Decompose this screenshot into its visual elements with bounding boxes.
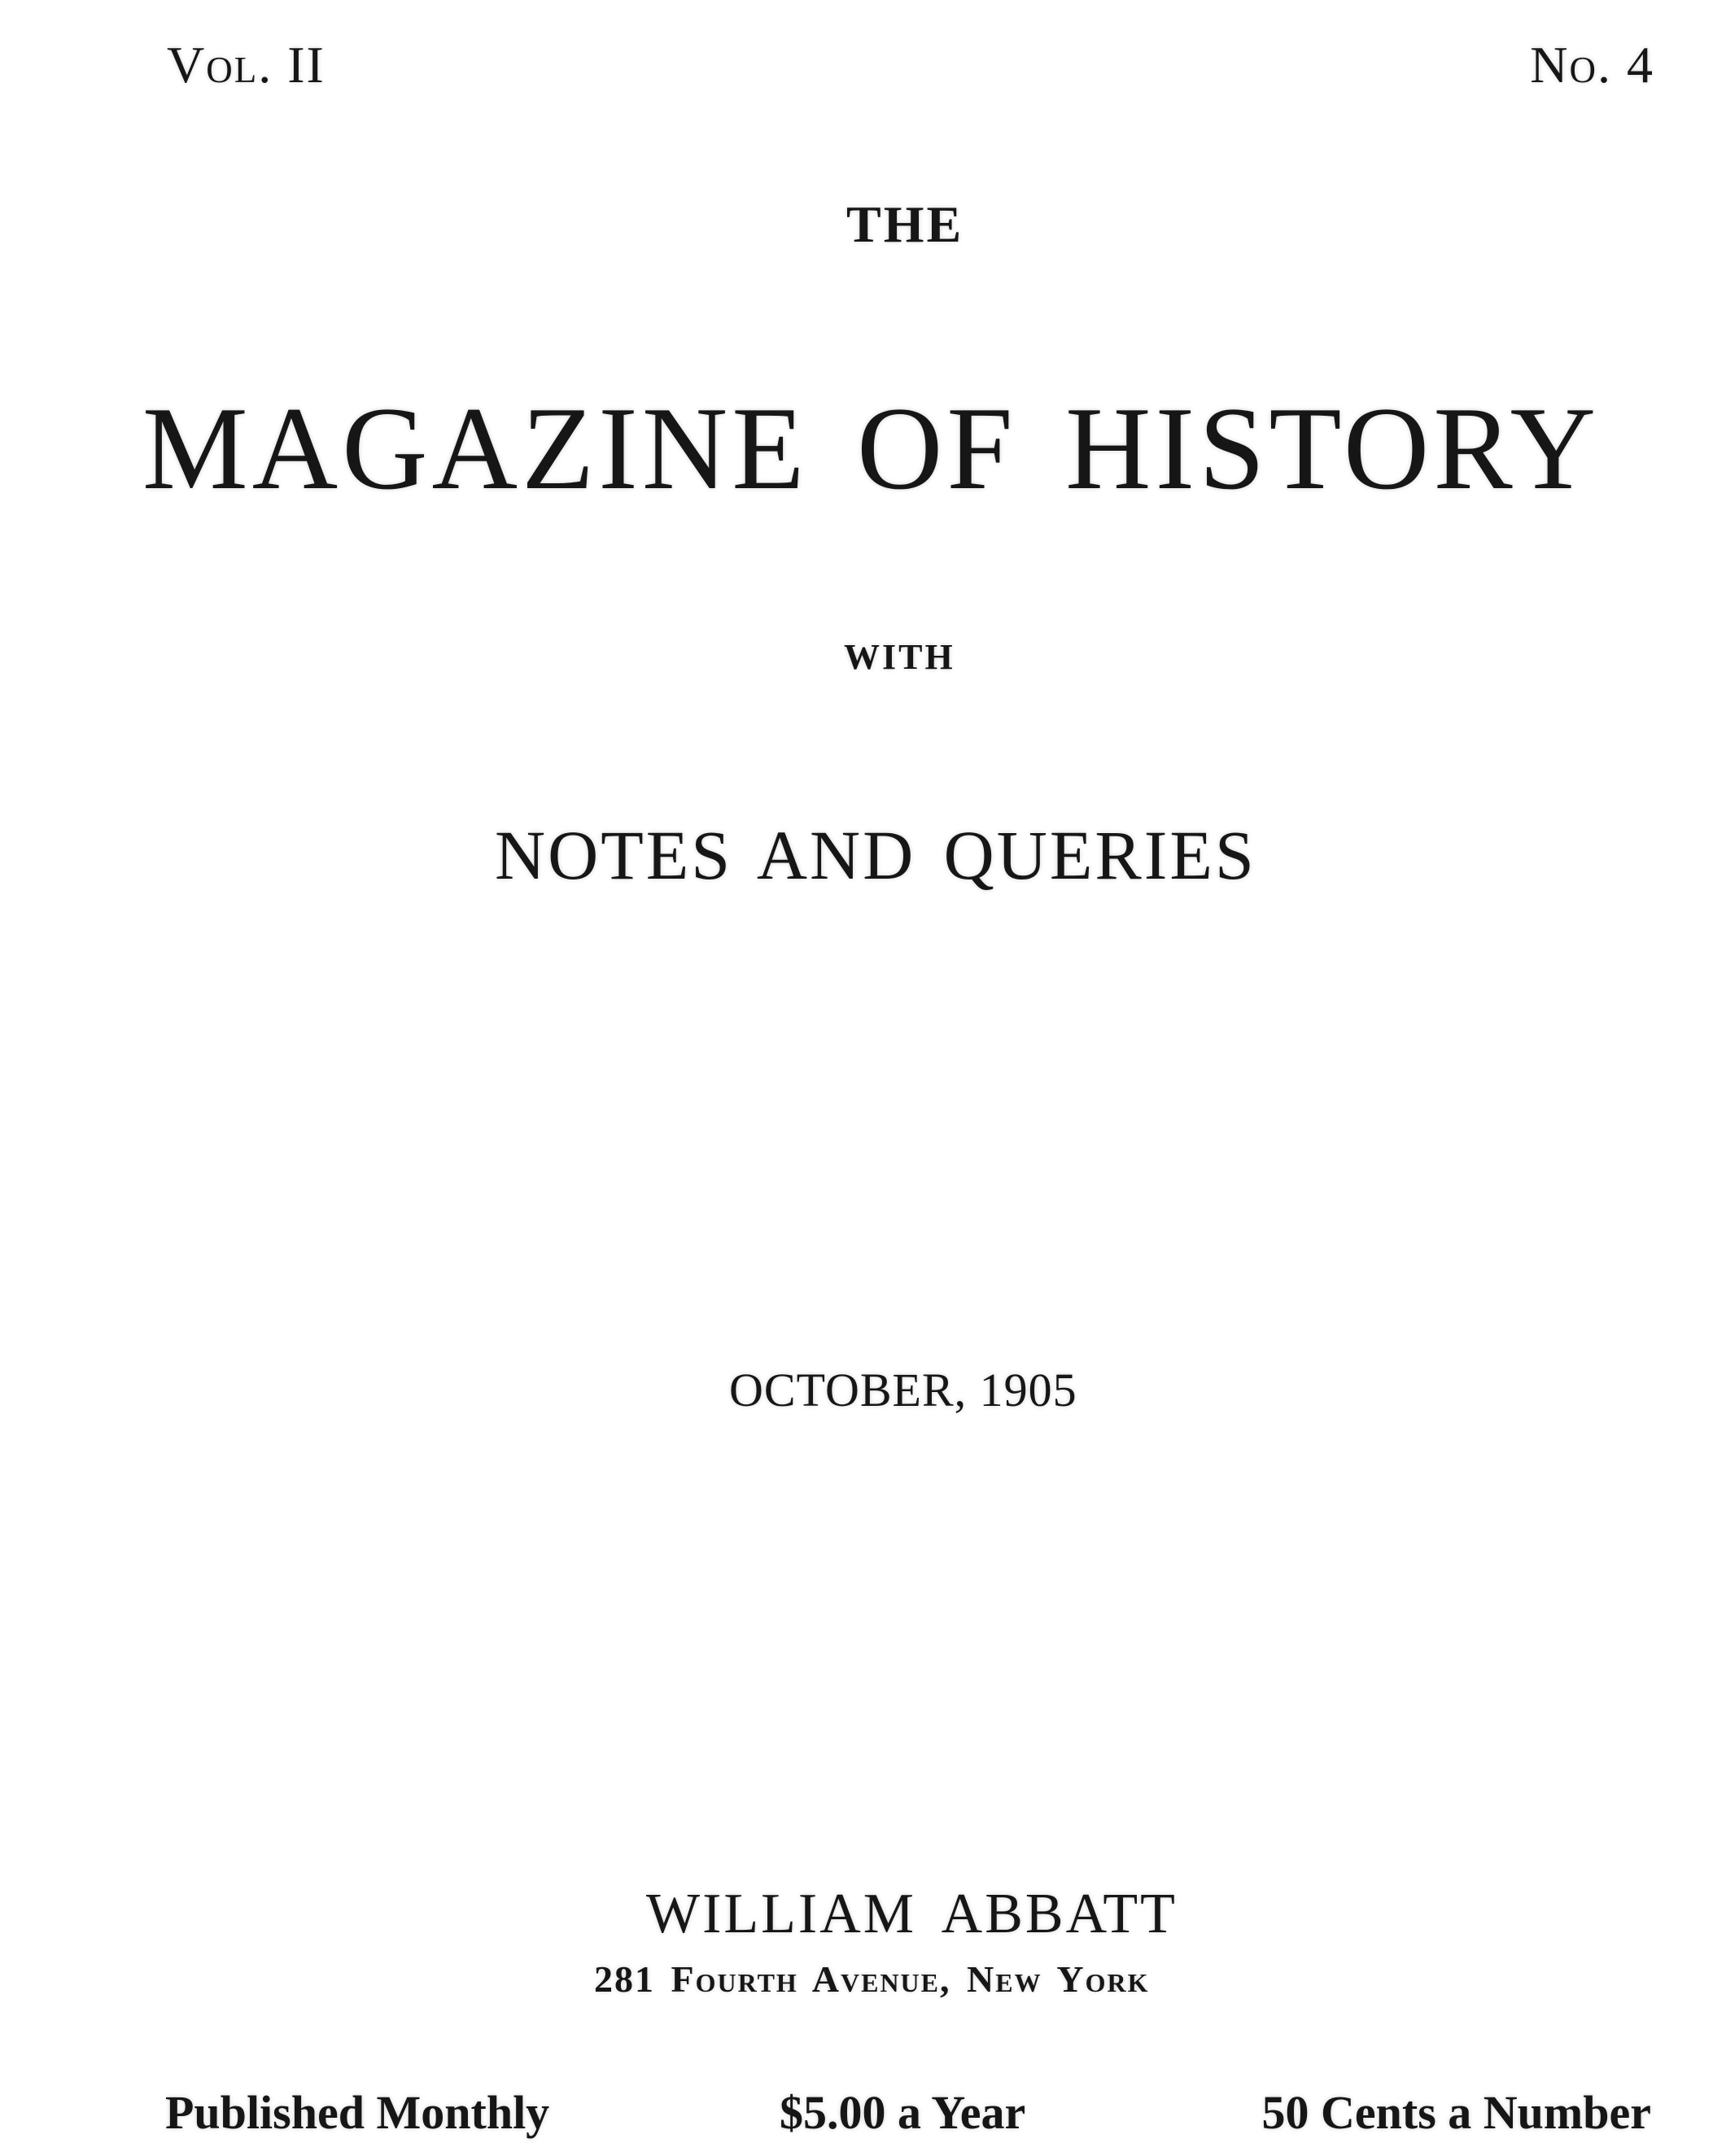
title-article: THE xyxy=(846,195,964,253)
magazine-subtitle: NOTES AND QUERIES xyxy=(495,816,1256,894)
issue-date: OCTOBER, 1905 xyxy=(729,1364,1077,1416)
title-connector: WITH xyxy=(844,637,955,677)
annual-price: $5.00 a Year xyxy=(780,2086,1026,2139)
publisher-address: 281 Fourth Avenue, New York xyxy=(594,1958,1150,2000)
single-issue-price: 50 Cents a Number xyxy=(1261,2086,1651,2139)
magazine-title: MAGAZINE OF HISTORY xyxy=(142,382,1601,514)
publisher-name: WILLIAM ABBATT xyxy=(646,1883,1178,1945)
publication-frequency: Published Monthly xyxy=(165,2086,550,2139)
volume-label: Vol. II xyxy=(167,36,326,94)
issue-number-label: No. 4 xyxy=(1530,36,1654,94)
